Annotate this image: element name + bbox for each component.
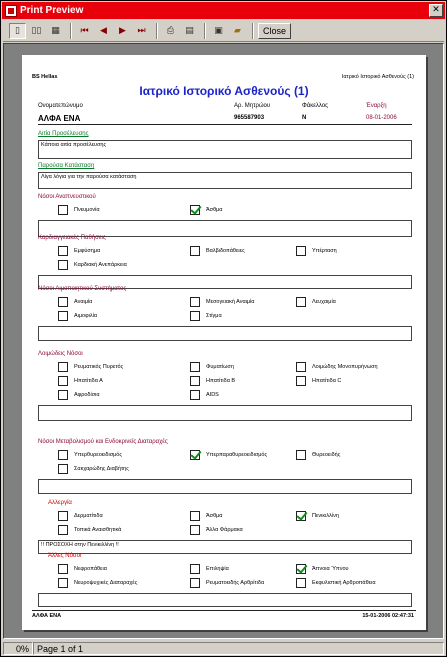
col-start-label: Έναρξη (366, 103, 387, 109)
checkbox-label: Ηπατίτιδα Α (74, 378, 103, 384)
checkbox[interactable] (296, 297, 306, 307)
section-label: Νόσοι Αναπνευστικού (38, 194, 96, 200)
col-name-label: Ονοματεπώνυμο (38, 103, 83, 109)
checkbox-label: Καρδιακή Ανεπάρκεια (74, 262, 127, 268)
checkbox[interactable] (190, 297, 200, 307)
open-icon[interactable]: ▰ (234, 25, 241, 36)
section-label: Αλλεργία (48, 500, 72, 506)
checkbox-label: Άπνοια Ύπνου (312, 566, 349, 572)
checkbox[interactable] (58, 464, 68, 474)
checkbox-label: Αιμοφιλία (74, 313, 98, 319)
section-notes-box (38, 540, 412, 554)
checkbox-label: Λευχαιμία (312, 299, 336, 305)
checkbox[interactable] (58, 362, 68, 372)
header-left: BS Hellas (32, 74, 58, 80)
save-icon[interactable]: ▣ (214, 25, 223, 36)
checkbox[interactable] (190, 564, 200, 574)
close-window-icon[interactable]: ✕ (429, 4, 443, 17)
checkbox-label: Βαλβιδοπάθειες (206, 248, 245, 254)
checkbox-label: Ρευματοειδής Αρθρίτιδα (206, 580, 265, 586)
checkbox-label: Δερματίτιδα (74, 513, 103, 519)
zoom-level: 0% (3, 642, 33, 655)
checkbox[interactable] (58, 297, 68, 307)
checkbox[interactable] (190, 311, 200, 321)
section-label: Άλλες Νόσοι (48, 553, 82, 559)
checkbox[interactable] (190, 450, 200, 460)
toolbar (3, 20, 444, 42)
page-indicator: Page 1 of 1 (33, 642, 444, 655)
report-page (22, 55, 426, 630)
checkbox-label: Πενικιλλίνη (312, 513, 339, 519)
checkbox-label: Φυματίωση (206, 364, 234, 370)
footer-divider (32, 610, 416, 611)
checkbox[interactable] (296, 246, 306, 256)
checkbox-label: Επιληψία (206, 566, 229, 572)
section-notes-box (38, 593, 412, 607)
toolbar-divider (156, 23, 158, 39)
checkbox-label: Υπέρταση (312, 248, 337, 254)
header-right: Ιατρικό Ιστορικό Ασθενούς (1) (341, 74, 414, 80)
section-label: Λοιμώδεις Νόσοι (38, 351, 83, 357)
condition-label: Παρούσα Κατάσταση (38, 163, 95, 169)
checkbox[interactable] (296, 450, 306, 460)
checkbox[interactable] (190, 246, 200, 256)
checkbox[interactable] (58, 525, 68, 535)
checkbox-label: Αφροδίσια (74, 392, 100, 398)
reason-label: Αιτία Προσέλευσης (38, 131, 89, 137)
checkbox[interactable] (58, 578, 68, 588)
section-notes-box (38, 326, 412, 341)
section-label: Νόσοι Μεταβολισμού και Ενδοκρινείς Διαταραχές (38, 439, 168, 445)
checkbox-label: Εμφύσημα (74, 248, 101, 254)
last-page-icon[interactable]: ⏭ (137, 25, 146, 36)
checkbox-label: Ηπατίτιδα Β (206, 378, 236, 384)
checkbox-label: Αναιμία (74, 299, 93, 305)
checkbox[interactable] (58, 260, 68, 270)
checkbox[interactable] (58, 390, 68, 400)
checkbox-label: Στίγμα (206, 313, 222, 319)
checkbox[interactable] (190, 511, 200, 521)
reason-box (38, 140, 412, 159)
checkbox-label: Ρευματικός Πυρετός (74, 364, 124, 370)
checkbox-label: Άσθμα (206, 207, 223, 213)
first-page-icon[interactable]: ⏮ (80, 25, 89, 36)
section-label: Καρδιαγγειακές Παθήσεις (38, 235, 106, 241)
divider (38, 124, 412, 125)
section-notes-box (38, 479, 412, 494)
window-title: Print Preview (20, 5, 84, 16)
checkbox[interactable] (58, 205, 68, 215)
checkbox-label: Υπερθυρεοειδισμός (74, 452, 122, 458)
next-page-icon[interactable]: ▶ (119, 25, 126, 36)
report-title: Ιατρικό Ιστορικό Ασθενούς (1) (139, 84, 309, 98)
checkbox[interactable] (190, 525, 200, 535)
checkbox[interactable] (190, 376, 200, 386)
checkbox[interactable] (58, 246, 68, 256)
checkbox[interactable] (58, 511, 68, 521)
col-sex-label: Φάκελλος (302, 103, 329, 109)
multi-page-icon[interactable]: ▦ (51, 25, 60, 36)
one-page-icon[interactable]: ▯ (9, 23, 26, 39)
close-button[interactable]: Close (258, 23, 291, 39)
checkbox[interactable] (58, 311, 68, 321)
toolbar-divider (204, 23, 206, 39)
reason-text: Κάποια αιτία προσέλευσης (41, 142, 107, 148)
checkbox-label: Άσθμα (206, 513, 223, 519)
title-bar (2, 2, 445, 19)
checkbox-label: Λοιμώδης Μονοπυρήνωση (312, 364, 378, 370)
checkbox-label: Πνευμονία (74, 207, 100, 213)
checkbox-label: Υπερπαραθυρεοειδισμός (206, 452, 268, 458)
print-icon[interactable]: ⎙ (166, 25, 175, 36)
checkbox[interactable] (190, 390, 200, 400)
app-icon (5, 5, 17, 17)
section-label: Νόσοι Αιμοποιητικού Συστήματος (38, 286, 127, 292)
sex-value: Ν (302, 115, 307, 121)
start-date: 08-01-2006 (366, 115, 397, 121)
checkbox[interactable] (190, 362, 200, 372)
condition-box (38, 172, 412, 189)
checkbox[interactable] (296, 362, 306, 372)
toolbar-divider (252, 23, 254, 39)
section-notes-box (38, 405, 412, 421)
col-reg-label: Αρ. Μητρώου (234, 103, 271, 109)
checkbox-label: Εκφυλιστική Αρθροπάθεια (312, 580, 376, 586)
checkbox-label: Σακχαρώδης Διαβήτης (74, 466, 129, 472)
checkbox-label: Μεσογειακή Αναιμία (206, 299, 255, 305)
condition-text: Λίγα λόγια για την παρούσα κατάσταση (41, 174, 137, 180)
checkbox[interactable] (58, 564, 68, 574)
reg-number: 965587903 (234, 115, 265, 121)
status-bar (3, 641, 444, 656)
checkbox-label: Νεφροπάθεια (74, 566, 107, 572)
checkbox-label: AIDS (206, 392, 219, 398)
checkbox-label: Τοπικά Αναισθητικά (74, 527, 122, 533)
checkbox[interactable] (58, 376, 68, 386)
checkbox-label: Θυρεοειδής (312, 452, 341, 458)
checkbox[interactable] (190, 205, 200, 215)
footer-left: ΑΛΦΑ ΕΝΑ (32, 613, 62, 619)
two-page-icon[interactable]: ▯▯ (31, 25, 42, 36)
checkbox-label: Ηπατίτιδα C (312, 378, 342, 384)
checkbox[interactable] (190, 578, 200, 588)
checkbox-label: Άλλα Φάρμακα (206, 527, 243, 533)
checkbox[interactable] (296, 376, 306, 386)
checkbox[interactable] (58, 450, 68, 460)
checkbox-label: Νευροψυχικές Διαταραχές (74, 580, 138, 586)
section-note: !! ΠΡΟΣΟΧΗ στην Πενικιλλίνη !! (41, 542, 119, 548)
patient-name: ΑΛΦΑ ΕΝΑ (38, 114, 81, 123)
checkbox[interactable] (296, 578, 306, 588)
preview-area[interactable] (3, 43, 444, 639)
toolbar-divider (70, 23, 72, 39)
footer-right: 15-01-2006 02:47:31 (362, 613, 414, 619)
checkbox[interactable] (296, 511, 306, 521)
prev-page-icon[interactable]: ◀ (100, 25, 107, 36)
checkbox[interactable] (296, 564, 306, 574)
print-setup-icon[interactable]: ▤ (185, 25, 194, 36)
